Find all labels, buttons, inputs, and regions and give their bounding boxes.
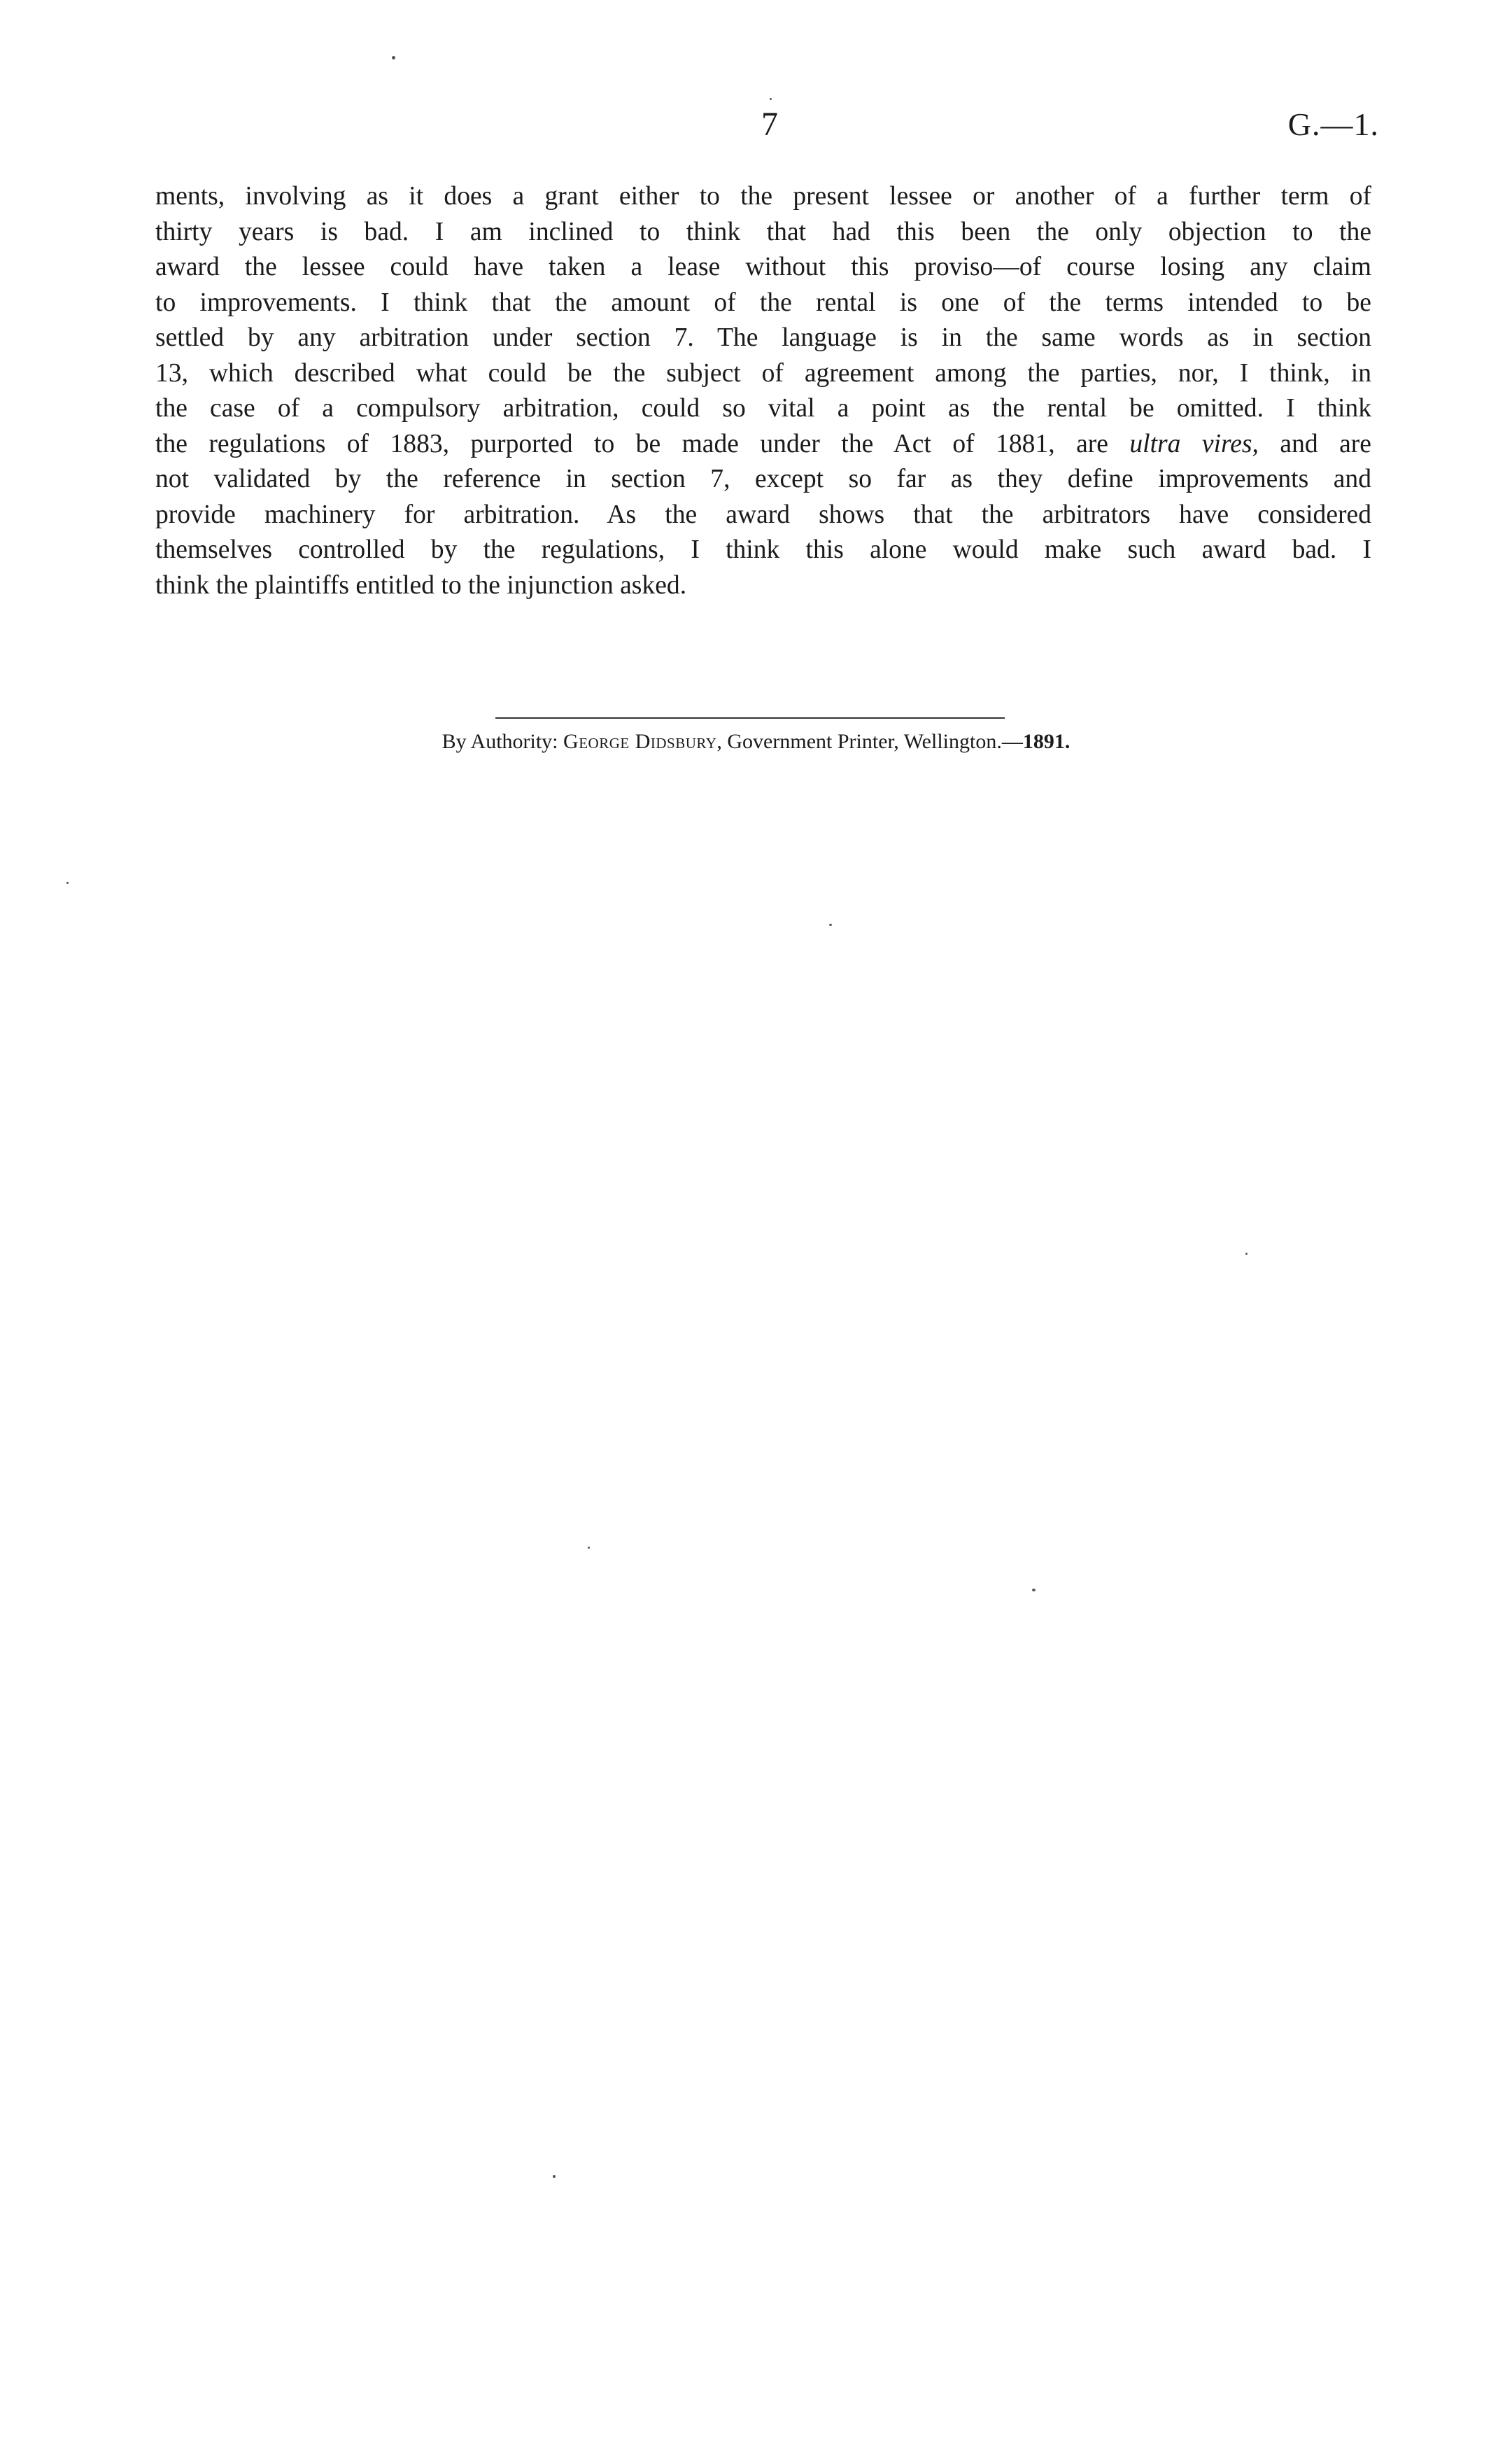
text-line: to improvements. I think that the amount of the rental is one of the terms intended to be xyxy=(155,288,1371,317)
scan-speck xyxy=(829,924,832,926)
page-number: 7 xyxy=(761,106,778,143)
text-line: award the lessee could have taken a lease without this proviso—of course losing any claim xyxy=(155,253,1371,281)
scan-speck xyxy=(588,1547,590,1549)
text-line: the case of a compulsory arbitration, could so vital a point as the rental be omitted. I think xyxy=(155,394,1371,423)
scan-speck xyxy=(1032,1589,1036,1591)
printer-name: George Didsbury xyxy=(563,730,717,753)
scan-speck xyxy=(770,98,772,100)
text-line: thirty years is bad. I am inclined to think that had this been the only objection to the xyxy=(155,217,1371,246)
text-line: ments, involving as it does a grant either to the present lessee or another of a further term of xyxy=(155,182,1371,211)
divider-rule xyxy=(495,717,1005,719)
text-segment: and are xyxy=(1280,429,1371,458)
body-paragraph xyxy=(155,179,1371,603)
text-segment: the regulations of 1883, purported to be made under the Act of 1881, are xyxy=(155,429,1108,458)
imprint-prefix: By Authority: xyxy=(441,730,558,753)
text-line: provide machinery for arbitration. As the award shows that the arbitrators have considered xyxy=(155,500,1371,529)
text-line-with-italic xyxy=(155,427,1371,463)
text-line: not validated by the reference in section 7, except so far as they define improvements and xyxy=(155,465,1371,493)
text-line: 13, which described what could be the subject of agreement among the parties, nor, I think, in xyxy=(155,358,1371,388)
imprint-suffix: , Government Printer, Wellington.— xyxy=(716,730,1023,753)
scan-speck xyxy=(553,2175,556,2178)
printer-imprint xyxy=(0,728,1512,756)
text-line: think the plaintiffs entitled to the injunction asked. xyxy=(155,570,687,600)
imprint-year: 1891. xyxy=(1022,730,1071,753)
text-line: settled by any arbitration under section 7. The language is in the same words as in section xyxy=(155,323,1371,352)
scan-speck xyxy=(66,882,69,884)
scan-speck xyxy=(1245,1253,1248,1255)
text-line: themselves controlled by the regulations, I think this alone would make such award bad. I xyxy=(155,535,1371,564)
series-code: G.—1. xyxy=(1287,106,1379,142)
scan-speck xyxy=(392,56,395,59)
italic-phrase: ultra vires, xyxy=(1129,429,1259,458)
